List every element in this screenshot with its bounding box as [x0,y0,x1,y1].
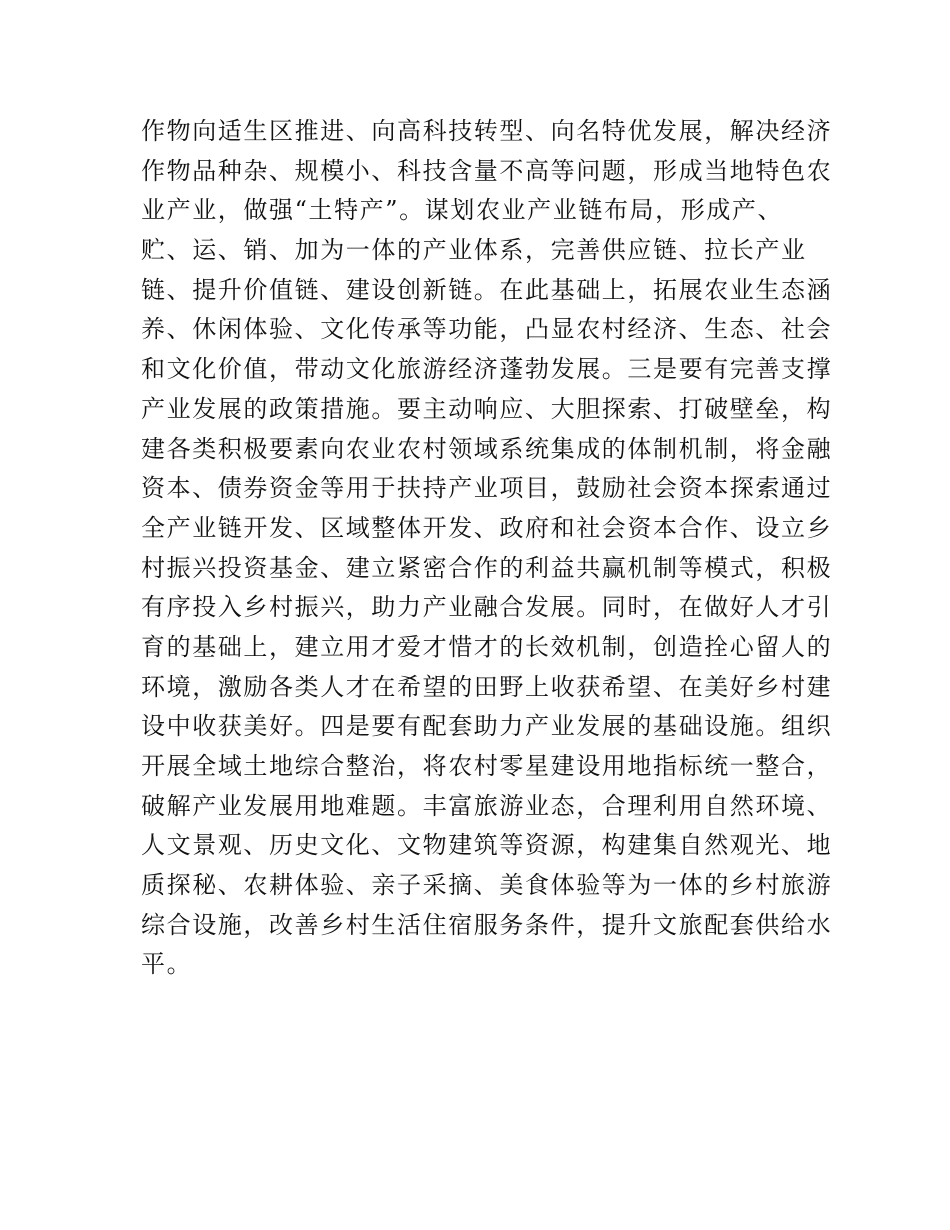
text-line: 育的基础上，建立用才爱才惜才的长效机制，创造拴心留人的 [141,632,833,661]
text-line: 资本、债券资金等用于扶持产业项目，鼓励社会资本探索通过 [141,474,833,503]
text-line: 业产业，做强“土特产”。谋划农业产业链布局，形成产、 [141,196,784,225]
text-line: 有序投入乡村振兴，助力产业融合发展。同时，在做好人才引 [141,593,833,622]
text-line: 作物向适生区推进、向高科技转型、向名特优发展，解决经济 [141,117,833,145]
text-line: 全产业链开发、区域整体开发、政府和社会资本合作、设立乡 [141,513,833,542]
text-line: 设中收获美好。四是要有配套助力产业发展的基础设施。组织 [141,712,833,741]
text-line: 平。 [141,950,193,979]
text-line: 村振兴投资基金、建立紧密合作的利益共赢机制等模式，积极 [141,553,833,582]
text-line: 产业发展的政策措施。要主动响应、大胆探索、打破壁垒，构 [141,394,833,423]
text-line: 综合设施，改善乡村生活住宿服务条件，提升文旅配套供给水 [141,910,833,939]
text-line: 链、提升价值链、建设创新链。在此基础上，拓展农业生态涵 [141,275,833,304]
text-line: 建各类积极要素向农业农村领域系统集成的体制机制，将金融 [141,434,833,463]
text-line: 环境，激励各类人才在希望的田野上收获希望、在美好乡村建 [141,672,833,701]
text-line: 破解产业发展用地难题。丰富旅游业态，合理利用自然环境、 [141,791,833,820]
text-line: 人文景观、历史文化、文物建筑等资源，构建集自然观光、地 [141,831,833,860]
body-paragraph [141,112,833,985]
text-line: 作物品种杂、规模小、科技含量不高等问题，形成当地特色农 [141,156,833,185]
text-line: 开展全域土地综合整治，将农村零星建设用地指标统一整合， [141,752,833,780]
text-line: 和文化价值，带动文化旅游经济蓬勃发展。三是要有完善支撑 [141,355,833,384]
text-line: 养、休闲体验、文化传承等功能，凸显农村经济、生态、社会 [141,315,833,344]
text-line: 贮、运、销、加为一体的产业体系，完善供应链、拉长产业 [141,236,807,265]
text-line: 质探秘、农耕体验、亲子采摘、美食体验等为一体的乡村旅游 [141,871,833,900]
